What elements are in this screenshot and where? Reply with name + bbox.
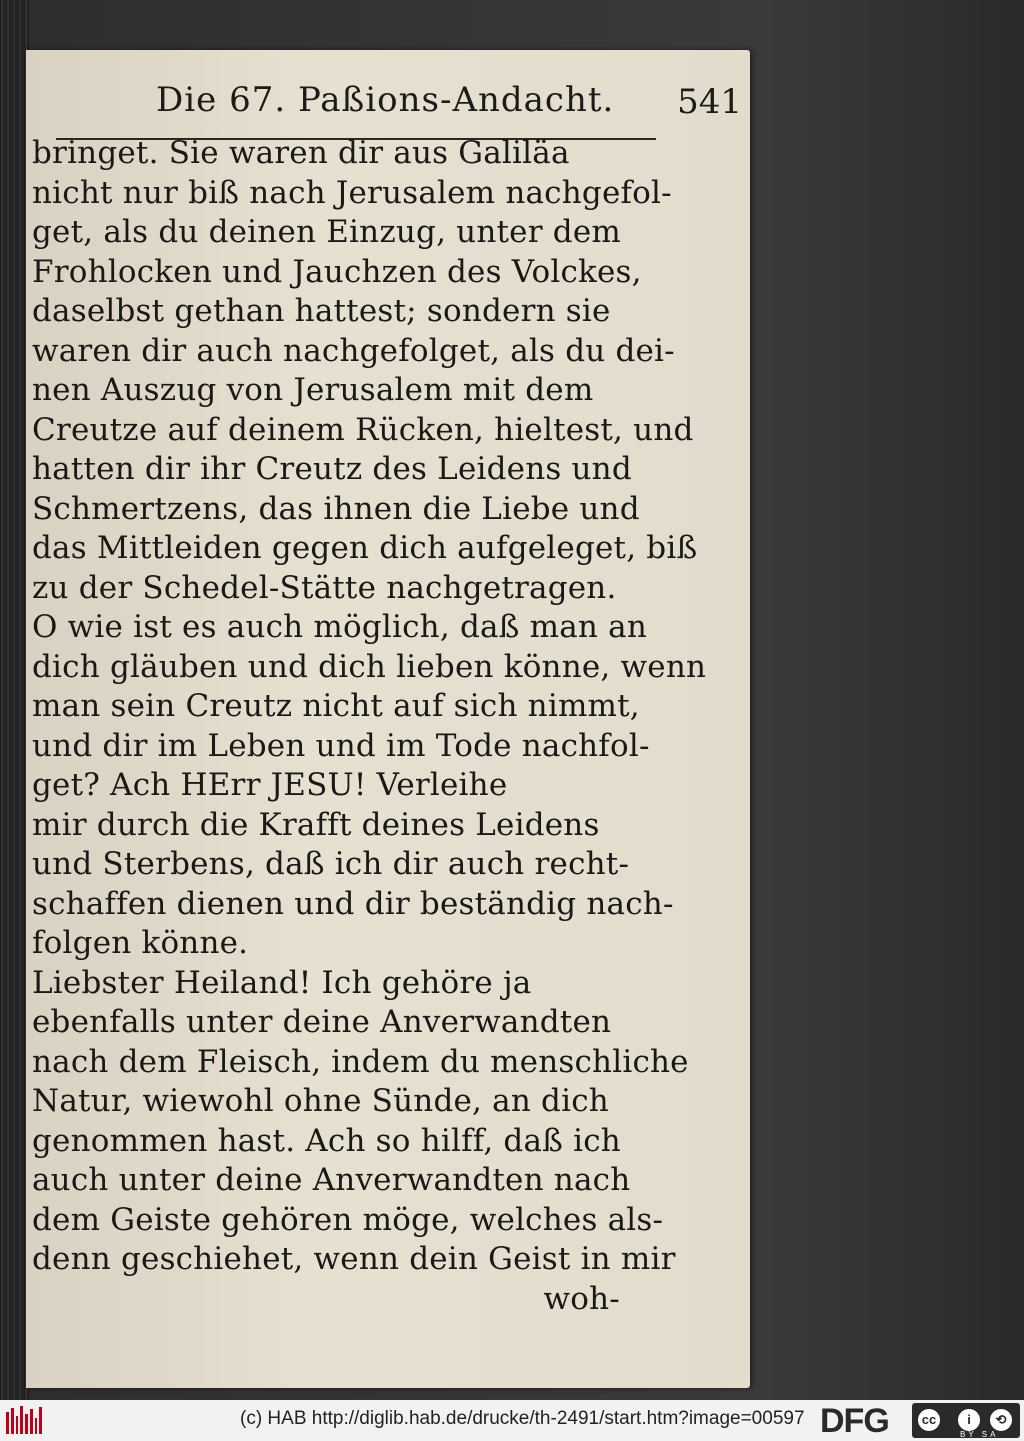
text-line: denn geschiehet, wenn dein Geist in mir (32, 1241, 676, 1277)
text-line: zu der Schedel-Stätte nachgetragen. (32, 569, 617, 606)
text-line: schaffen dienen und dir beständig nach- (32, 885, 674, 922)
text-line: Natur, wiewohl ohne Sünde, an dich (32, 1083, 609, 1119)
text-line: get? Ach HErr JESU! Verleihe (32, 767, 508, 803)
page-header (56, 78, 746, 126)
text-line: dich gläuben und dich lieben könne, wenn (32, 648, 707, 685)
text-line: nach dem Fleisch, indem du menschliche (32, 1043, 689, 1080)
text-line: und Sterbens, daß ich dir auch recht- (32, 846, 630, 882)
text-line: waren dir auch nachgefolget, als du dei- (32, 332, 675, 369)
hab-logo-icon[interactable] (6, 1406, 42, 1434)
text-line: genommen hast. Ach so hilff, daß ich (32, 1122, 621, 1159)
text-line: mir durch die Krafft deines Leidens (32, 806, 600, 843)
text-line: auch unter deine Anverwandten nach (32, 1162, 631, 1198)
running-head: Die 67. Paßions-Andacht. (156, 80, 615, 120)
share-alike-icon: ⟲ (988, 1407, 1014, 1433)
text-line: folgen könne. (32, 925, 249, 961)
text-line: ebenfalls unter deine Anverwandten (32, 1004, 612, 1040)
text-line: get, als du deinen Einzug, unter dem (32, 214, 621, 250)
dfg-logo[interactable]: DFG (820, 1402, 889, 1440)
cc-icon: cc (916, 1407, 942, 1433)
catchword: woh- (543, 1280, 620, 1317)
body-text (32, 134, 707, 1319)
text-line: Frohlocken und Jauchzen des Volckes, (32, 253, 642, 290)
text-line: das Mittleiden gegen dich aufgeleget, biß (32, 530, 698, 566)
page-number: 541 (677, 82, 742, 122)
by-attribution-icon: i (956, 1407, 982, 1433)
text-line: dem Geiste gehören möge, welches als- (32, 1201, 664, 1238)
text-line: daselbst gethan hattest; sondern sie (32, 293, 611, 329)
text-line: Schmertzens, das ihnen die Liebe und (32, 490, 640, 527)
text-line: bringet. Sie waren dir aus Galiläa (32, 135, 570, 171)
book-page (26, 50, 750, 1388)
copyright-link[interactable]: (c) HAB http://diglib.hab.de/drucke/th-2491/start.htm?image=00597 (240, 1408, 805, 1429)
viewer-footer (0, 1400, 1024, 1441)
text-line: nen Auszug von Jerusalem mit dem (32, 372, 594, 408)
text-line: hatten dir ihr Creutz des Leidens und (32, 451, 632, 487)
text-line: und dir im Leben und im Tode nachfol- (32, 727, 650, 764)
text-line: Liebster Heiland! Ich gehöre ja (32, 964, 532, 1001)
cc-license-text: BY SA (960, 1430, 999, 1439)
text-line: Creutze auf deinem Rücken, hieltest, und (32, 411, 694, 448)
text-line: nicht nur biß nach Jerusalem nachgefol- (32, 174, 672, 211)
cc-license-badge[interactable] (912, 1403, 1020, 1438)
text-line: man sein Creutz nicht auf sich nimmt, (32, 688, 640, 724)
text-line: O wie ist es auch möglich, daß man an (32, 609, 647, 645)
